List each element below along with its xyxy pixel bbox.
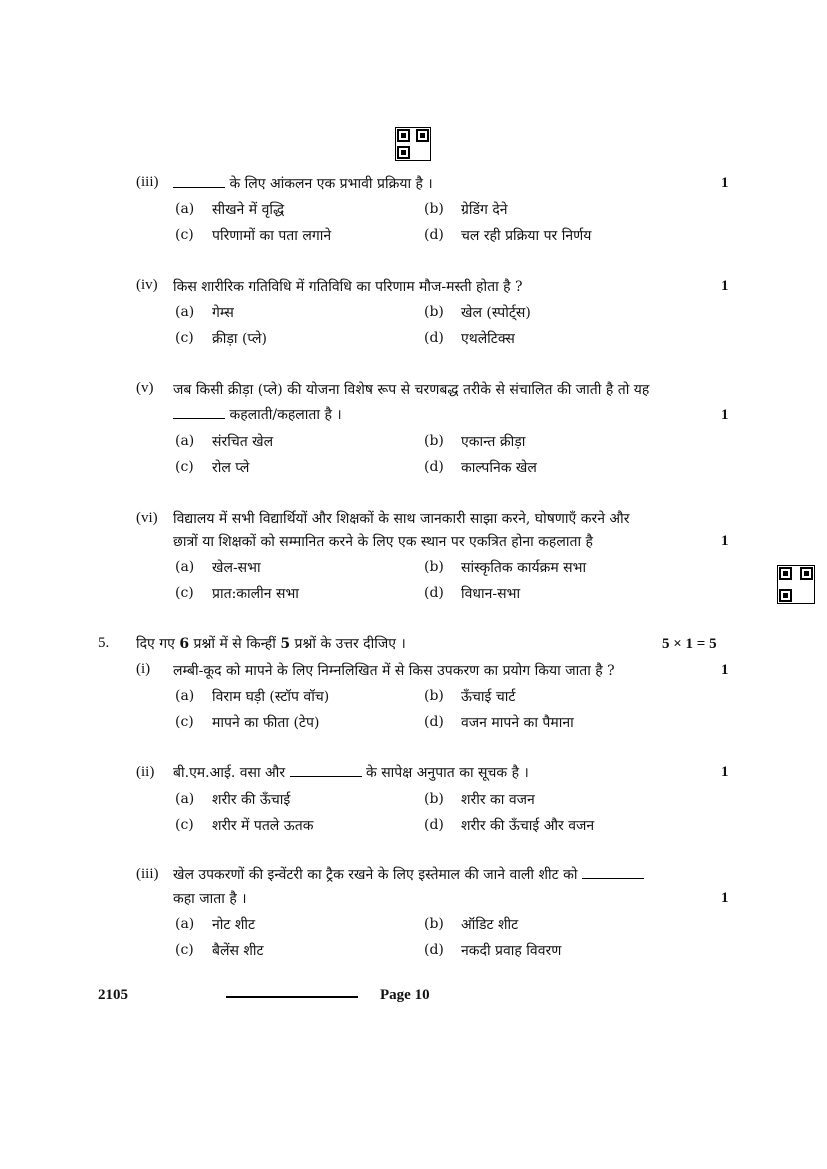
option-text: काल्पनिक खेल [461,460,537,476]
question-text-line-2: कहलाती/कहलाता है । [173,405,342,424]
option-label: (d) [424,942,444,958]
option-text: विराम घड़ी (स्टॉप वॉच) [212,689,330,705]
option-label: (c) [175,459,194,475]
question-text-line-2: छात्रों या शिक्षकों को सम्मानित करने के लिए एक स्थान पर एकत्रित होना कहलाता है [173,534,593,550]
option-text: चल रही प्रक्रिया पर निर्णय [461,228,592,244]
option-text: ऑडिट शीट [461,917,519,933]
qr-code-side [777,565,815,604]
option-label: (a) [175,688,195,704]
option-label: (a) [175,559,195,575]
footer-divider [226,996,358,998]
option-label: (b) [424,304,444,320]
question-text-line-1: विद्यालय में सभी विद्यार्थियों और शिक्षकों के साथ जानकारी साझा करने, घोषणाएँ करने और [173,511,630,527]
question-text-line-1: खेल उपकरणों की इन्वेंटरी का ट्रैक रखने के लिए इस्तेमाल की जाने वाली शीट को [173,865,644,884]
option-text: शरीर की ऊँचाई [212,792,291,808]
option-label: (c) [175,330,194,346]
option-text: शरीर में पतले ऊतक [212,818,314,834]
marks: 1 [721,175,729,191]
option-label: (b) [424,688,444,704]
answer-blank [173,175,225,188]
option-label: (a) [175,433,195,449]
option-text: संरचित खेल [212,434,274,450]
option-text: खेल (स्पोर्ट्स) [461,305,531,321]
question-text: बी.एम.आई. वसा और के सापेक्ष अनुपात का सूचक है । [173,765,529,781]
option-label: (b) [424,791,444,807]
option-label: (d) [424,330,444,346]
option-label: (a) [175,916,195,932]
question-number: (iii) [136,174,159,190]
option-label: (c) [175,817,194,833]
question-number: (i) [136,661,151,677]
option-text: ऊँचाई चार्ट [461,689,516,705]
option-label: (a) [175,304,195,320]
option-label: (b) [424,559,444,575]
option-label: (d) [424,585,444,601]
option-label: (b) [424,433,444,449]
question-number: (iv) [136,277,158,293]
question-text: लम्बी-कूद को मापने के लिए निम्नलिखित में से किस उपकरण का प्रयोग किया जाता है ? [173,663,615,679]
marks: 1 [721,662,729,678]
option-text: एथलेटिक्स [461,331,515,347]
question-text-line-2: कहा जाता है । [173,891,247,907]
option-label: (c) [175,714,194,730]
marks: 1 [721,533,729,549]
option-text: एकान्त क्रीड़ा [461,434,526,450]
marks: 1 [721,407,729,423]
question-number: (ii) [136,764,155,780]
question-number: (vi) [136,510,158,526]
option-text: सीखने में वृद्धि [212,202,285,218]
option-text: सांस्कृतिक कार्यक्रम सभा [461,560,587,576]
marks: 1 [721,278,729,294]
option-label: (a) [175,791,195,807]
option-label: (d) [424,714,444,730]
option-text: रोल प्ले [212,460,250,476]
question-text-line-1: जब किसी क्रीड़ा (प्ले) की योजना विशेष रूप से चरणबद्ध तरीके से संचालित की जाती है तो यह [173,382,650,398]
marks: 1 [721,890,729,906]
question-text: किस शारीरिक गतिविधि में गतिविधि का परिणाम मौज-मस्ती होता है ? [173,279,523,295]
option-label: (b) [424,916,444,932]
option-label: (a) [175,201,195,217]
option-label: (b) [424,201,444,217]
option-text: शरीर की ऊँचाई और वजन [461,818,595,834]
option-text: शरीर का वजन [461,792,535,808]
option-label: (c) [175,585,194,601]
option-label: (c) [175,942,194,958]
option-text: मापने का फीता (टेप) [212,715,320,731]
option-text: प्रात:कालीन सभा [212,586,299,602]
option-text: विधान-सभा [461,586,521,602]
option-text: खेल-सभा [212,560,261,576]
option-text: नकदी प्रवाह विवरण [461,943,562,959]
answer-blank [290,764,362,777]
section-number: 5. [98,635,110,651]
option-text: क्रीड़ा (प्ले) [212,331,267,347]
option-text: बैलेंस शीट [212,943,264,959]
option-text: नोट शीट [212,917,256,933]
paper-code: 2105 [98,987,128,1003]
option-label: (d) [424,459,444,475]
section-instruction: दिए गए 6 प्रश्नों में से किन्हीं 5 प्रश्नों के उत्तर दीजिए । [136,636,406,652]
option-label: (c) [175,227,194,243]
marks: 1 [721,764,729,780]
question-text: के लिए आंकलन एक प्रभावी प्रक्रिया है । [173,174,433,193]
qr-code-top [395,127,431,161]
option-text: ग्रेडिंग देने [461,202,508,218]
option-text: गेम्स [212,305,234,321]
question-number: (v) [136,380,154,396]
option-text: वजन मापने का पैमाना [461,715,574,731]
section-marks: 5 × 1 = 5 [662,636,717,652]
answer-blank [582,866,644,879]
page-number: Page 10 [380,987,430,1003]
answer-blank [173,406,225,419]
option-label: (d) [424,227,444,243]
question-number: (iii) [136,866,159,882]
option-label: (d) [424,817,444,833]
option-text: परिणामों का पता लगाने [212,228,332,244]
